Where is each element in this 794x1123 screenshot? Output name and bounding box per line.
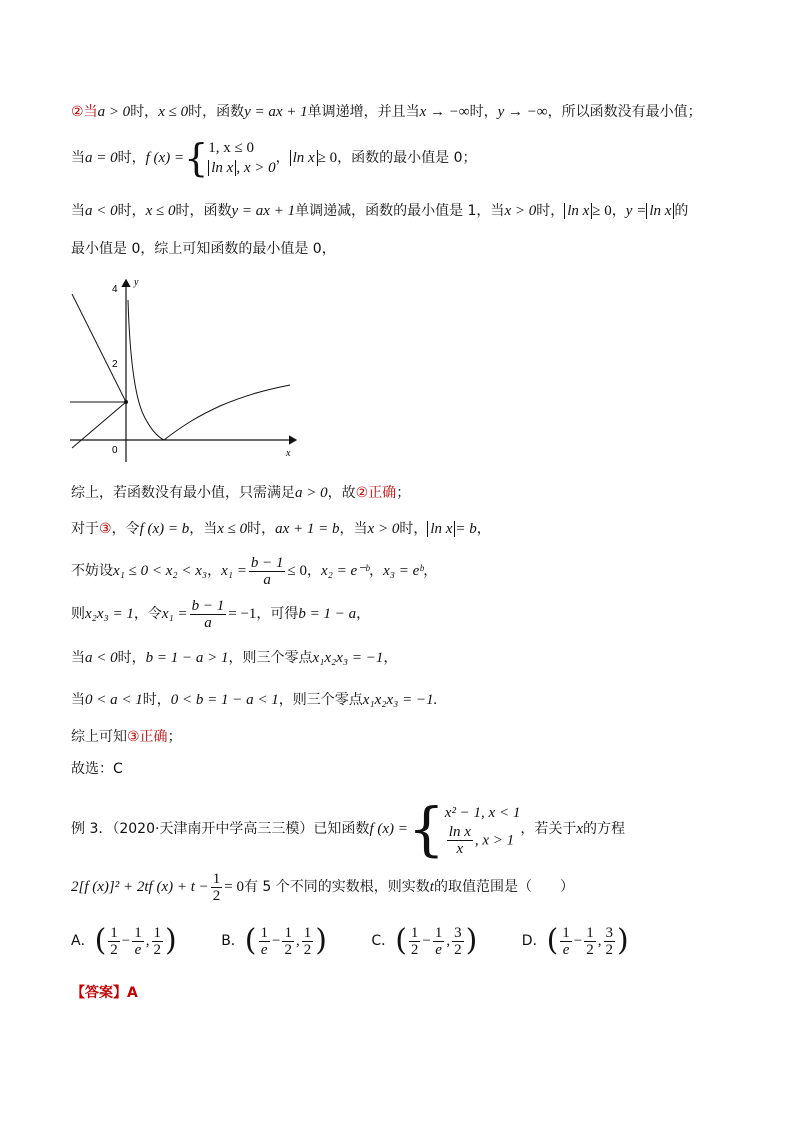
- line-case-a-negative: 当a < 0时，x ≤ 0时，函数y = ax + 1单调递减，函数的最小值是 1，当x > 0时， ln x ≥ 0，y = ln x 的: [71, 203, 689, 219]
- left-brace: {: [407, 795, 445, 863]
- line-product-condition: 则x₂x₃ = 1，令x₁ = $\frac{b - 1}{a}$ = −1，可得b = 1 − a，: [71, 597, 371, 631]
- example-3-equation: 2[f (x)]² + 2tf (x) + t − $\frac{1}{2}$ = 0有 5 个不同的实数根，则实数t的取值范围是（ ）: [71, 870, 574, 904]
- fraction-b-minus-1-over-a-2: $\frac{b - 1}{a}$: [191, 597, 225, 631]
- option-c[interactable]: C．( $\frac{1}{2}$ − $\frac{1}{e}$ , $\frac{3}{2}$ ): [371, 923, 478, 958]
- fraction-one-half: $\frac{1}{2}$: [212, 870, 221, 904]
- abs-ln-left-branch: [128, 300, 164, 440]
- tick-label-2: 2: [112, 359, 118, 370]
- piecewise-cases: x² − 1, x < 1 $\frac{\text{ln x}}{x}$ , x > 1: [444, 804, 521, 857]
- line-conclusion-3: 综上可知③正确；: [71, 729, 182, 745]
- example-3-statement: 例 3．（2020·天津南开中学高三三模）已知函数f (x) ={ x² − 1, x < 1 $\frac{\text{ln x}}{x}$ , x > 1 ，若关于x的方程: [71, 795, 626, 863]
- point-0-1: [124, 400, 128, 404]
- tick-label-4: 4: [112, 284, 118, 295]
- line-conclusion-2: 综上，若函数没有最小值，只需满足a > 0，故②正确；: [71, 485, 411, 501]
- line-statement-3: 对于③，令f (x) = b，当x ≤ 0时，ax + 1 = b，当x > 0时， ln x = b，: [71, 521, 491, 537]
- fraction-b-minus-1-over-a: $\frac{b - 1}{a}$: [250, 554, 284, 588]
- piecewise-cases: 1, x ≤ 0 ln x , x > 0: [208, 140, 276, 176]
- left-brace: {: [184, 136, 209, 180]
- line-case-a-positive: ②当a > 0时，x ≤ 0时，函数y = ax + 1单调递增，并且当x → −∞时，y → −∞，所以函数没有最小值；: [71, 104, 702, 120]
- answer-label: 【答案】A: [71, 985, 138, 1001]
- line-roots-definition: 不妨设x₁ ≤ 0 < x₂ < x₃，x₁ = $\frac{b - 1}{a}$ ≤ 0，x₂ = e⁻ᵇ，x₃ = eᵇ，: [71, 554, 438, 588]
- line-a-positive: [72, 402, 126, 448]
- line-case-a-lt-0: 当a < 0时，b = 1 − a > 1，则三个零点x₁x₂x₃ = −1，: [71, 650, 398, 666]
- option-a[interactable]: A．( $\frac{1}{2}$ − $\frac{1}{e}$ , $\frac{1}{2}$ ): [71, 923, 177, 958]
- option-d[interactable]: D．( $\frac{1}{e}$ − $\frac{1}{2}$ , $\frac{3}{2}$ ): [521, 923, 629, 958]
- fraction-ln-x-over-x: $\frac{\text{ln x}}{x}$: [448, 823, 471, 857]
- option-b[interactable]: B．( $\frac{1}{e}$ − $\frac{1}{2}$ , $\frac{1}{2}$ ): [221, 923, 327, 958]
- line-minimum-summary: 最小值是 0，综上可知函数的最小值是 0，: [71, 241, 336, 257]
- y-axis-label: y: [134, 277, 139, 288]
- answer-options: [71, 918, 669, 964]
- line-case-a-zero: 当a = 0时，f (x) ={ 1, x ≤ 0 ln x , x > 0 ， ln x ≥ 0，函数的最小值是 0；: [71, 136, 477, 180]
- x-axis-label: x: [286, 448, 291, 459]
- function-graph: [70, 276, 302, 464]
- line-a-negative: [72, 294, 126, 402]
- abs-ln-right-branch: [164, 385, 290, 440]
- origin-label: 0: [112, 445, 118, 456]
- line-case-a-between-0-1: 当0 < a < 1时，0 < b = 1 − a < 1，则三个零点x₁x₂x₃ = −1.: [71, 692, 438, 708]
- choice-line: 故选：C: [71, 761, 123, 777]
